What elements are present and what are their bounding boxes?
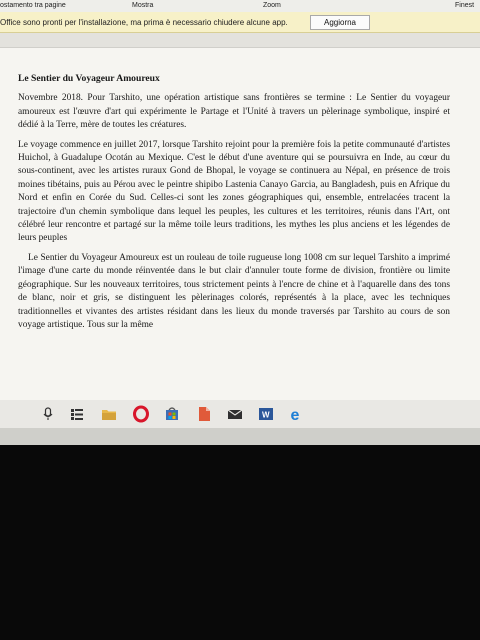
paragraph-1: Novembre 2018. Pour Tarshito, une opération artistique sans frontières se termine : Le Sentier du voyageur amoureux est l'œuvre d'art qui expérimente le Partage et l'Unité à travers un pèlerinage symbolique, inspiré et dédié à la Terre, mère de toutes les créatures. xyxy=(18,93,450,131)
ribbon-item-page-movement[interactable]: ostamento tra pagine xyxy=(0,2,66,9)
paragraph-2: Le voyage commence en juillet 2017, lorsque Tarshito rejoint pour la première fois la petite communauté d'artistes Huichol, à Guadalupe Ocotán au Mexique. C'est le début d'une aventure qui se poursuivra en Inde, au cœur du sous-continent, avec les artistes ruraux Gond de Bhopal, le voyage se continuera au Népal, en présence de trois moines tibétains, puis au Pérou avec le peintre shipibo Lastenia Canayo Garcia, au Bangladesh, puis en Afrique du Nord et enfin en Corée du Sud. Celles-ci sont les zones géographiques qui, ensemble, entrelacées tracent la trajectoire d'un chemin symbolique dans lequel les peuples, les cultures et les territoires, réunis dans l'Art, ont célébré leur rencontre et partagé sur la même toile leurs traditions, les mythes les plus anciens et les légendes de leurs peuples xyxy=(18,139,450,244)
opera-icon[interactable] xyxy=(132,405,150,423)
monitor-bezel-edge xyxy=(0,428,480,445)
ribbon-item-window[interactable]: Finest xyxy=(455,2,475,9)
task-view-icon[interactable] xyxy=(68,405,86,423)
document-body[interactable] xyxy=(18,72,450,338)
document-title: Le Sentier du Voyageur Amoureux xyxy=(18,73,160,84)
mail-icon[interactable] xyxy=(226,405,244,423)
microphone-icon[interactable] xyxy=(39,405,57,423)
svg-text:W: W xyxy=(262,410,270,420)
file-explorer-icon[interactable] xyxy=(100,405,118,423)
word-icon[interactable] xyxy=(257,405,275,423)
ruler xyxy=(0,33,480,48)
paragraph-3: Le Sentier du Voyageur Amoureux est un rouleau de toile rugueuse long 1008 cm sur lequel Tarshito a imprimé l'image d'une carte du monde réinventée dans le but clair d'annuler toute forme de division, frontière ou limite géographique. Sur les nouveaux territoires, tous strictement peints à l'encre de chine et à l'aquarelle dans des tons de blanc, noir et gris, se distinguent les pèlerinages colorés, représentés à la place, avec les techniques traditionnelles et vivantes des artistes résidant dans les lieux du monde traversés par Tarshito au cours de son voyage artistique. Tous sur la même xyxy=(18,252,450,330)
ribbon-item-zoom[interactable]: Zoom xyxy=(263,2,281,9)
update-notification-bar xyxy=(0,12,480,33)
ribbon-item-show[interactable]: Mostra xyxy=(132,2,154,9)
svg-text:e: e xyxy=(290,407,300,423)
pdf-icon[interactable] xyxy=(195,405,213,423)
edge-icon[interactable] xyxy=(288,405,306,423)
taskbar xyxy=(0,400,480,428)
update-button[interactable]: Aggiorna xyxy=(310,15,370,30)
notification-message: Office sono pronti per l'installazione, ma prima è necessario chiudere alcune app. xyxy=(0,18,288,27)
store-icon[interactable] xyxy=(163,405,181,423)
